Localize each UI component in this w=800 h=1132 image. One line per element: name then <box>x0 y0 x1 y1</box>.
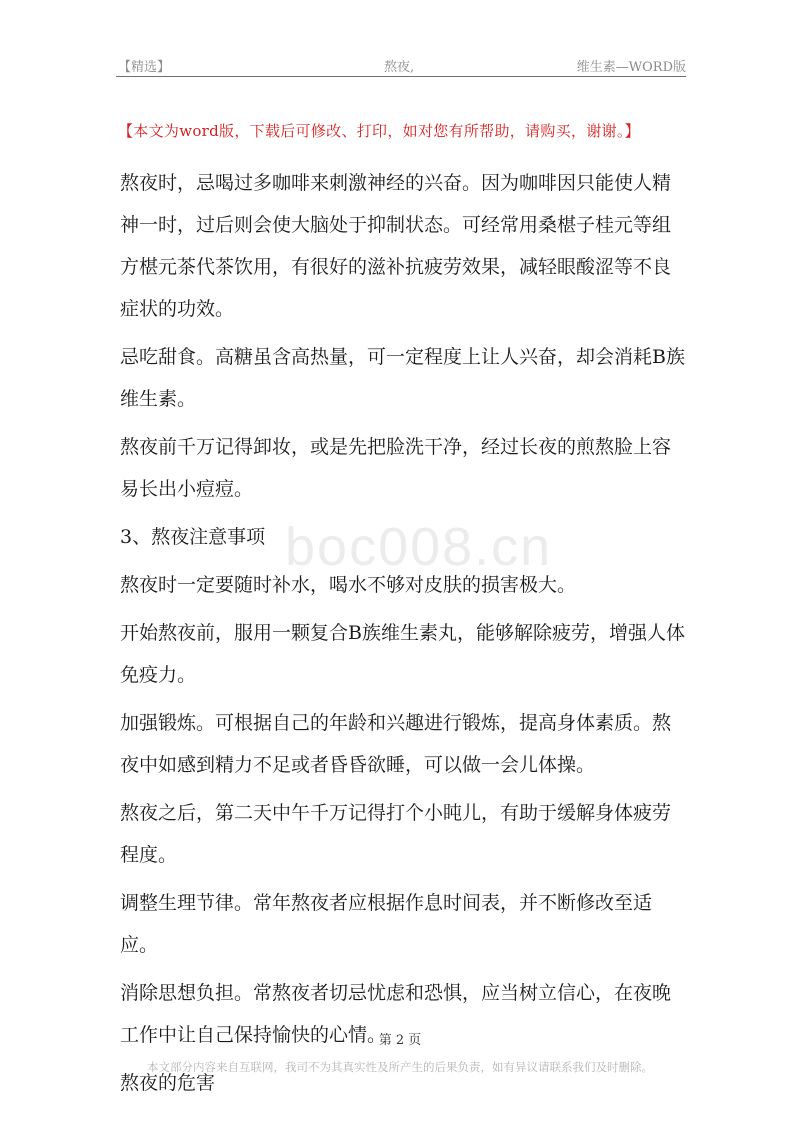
paragraph: 熬夜时，忌喝过多咖啡来刺激神经的兴奋。因为咖啡因只能使人精神一时，过后则会使大脑处于抑制状态。可经常用桑椹子桂元等组方椹元茶代茶饮用，有很好的滋补抗疲劳效果，减轻眼酸涩等不良症状的功效。 <box>120 172 672 320</box>
section-heading: 熬夜的危害 <box>120 1072 216 1094</box>
paragraph: 忌吃甜食。高糖虽含高热量，可一定程度上让人兴奋，却会消耗B族维生素。 <box>120 346 685 410</box>
download-notice: 【本文为word版，下载后可修改、打印，如对您有所帮助，请购买，谢谢。】 <box>118 122 640 140</box>
watermark: boc008.cn <box>285 517 553 577</box>
header-right-label: 维生素—WORD版 <box>576 60 686 75</box>
paragraph: 开始熬夜前，服用一颗复合B族维生素丸，能够解除疲劳，增强人体免疫力。 <box>120 622 685 686</box>
paragraph: 加强锻炼。可根据自己的年龄和兴趣进行锻炼，提高身体素质。熬夜中如感到精力不足或者昏昏欲睡，可以做一会儿体操。 <box>120 712 672 776</box>
page-number: 第 2 页 <box>378 1033 422 1048</box>
footer-disclaimer: 本文部分内容来自互联网，我司不为其真实性及所产生的后果负责，如有异议请联系我们及时删除。 <box>147 1060 653 1074</box>
page-header <box>116 56 686 77</box>
header-left-label: 【精选】 <box>118 60 171 75</box>
body-content <box>120 162 686 1110</box>
paragraph: 消除思想负担。常熬夜者切忌忧虑和恐惧，应当树立信心，在夜晚工作中让自己保持愉快的心情。 <box>120 982 672 1046</box>
paragraph: 熬夜之后，第二天中午千万记得打个小盹儿，有助于缓解身体疲劳程度。 <box>120 802 672 866</box>
header-center-title: 熬夜, <box>384 60 415 75</box>
section-heading: 3、熬夜注意事项 <box>120 526 266 548</box>
paragraph: 调整生理节律。常年熬夜者应根据作息时间表，并不断修改至适应。 <box>120 892 653 956</box>
paragraph: 熬夜时一定要随时补水，喝水不够对皮肤的损害极大。 <box>120 574 577 596</box>
paragraph: 熬夜前千万记得卸妆，或是先把脸洗干净，经过长夜的煎熬脸上容易长出小痘痘。 <box>120 436 672 500</box>
